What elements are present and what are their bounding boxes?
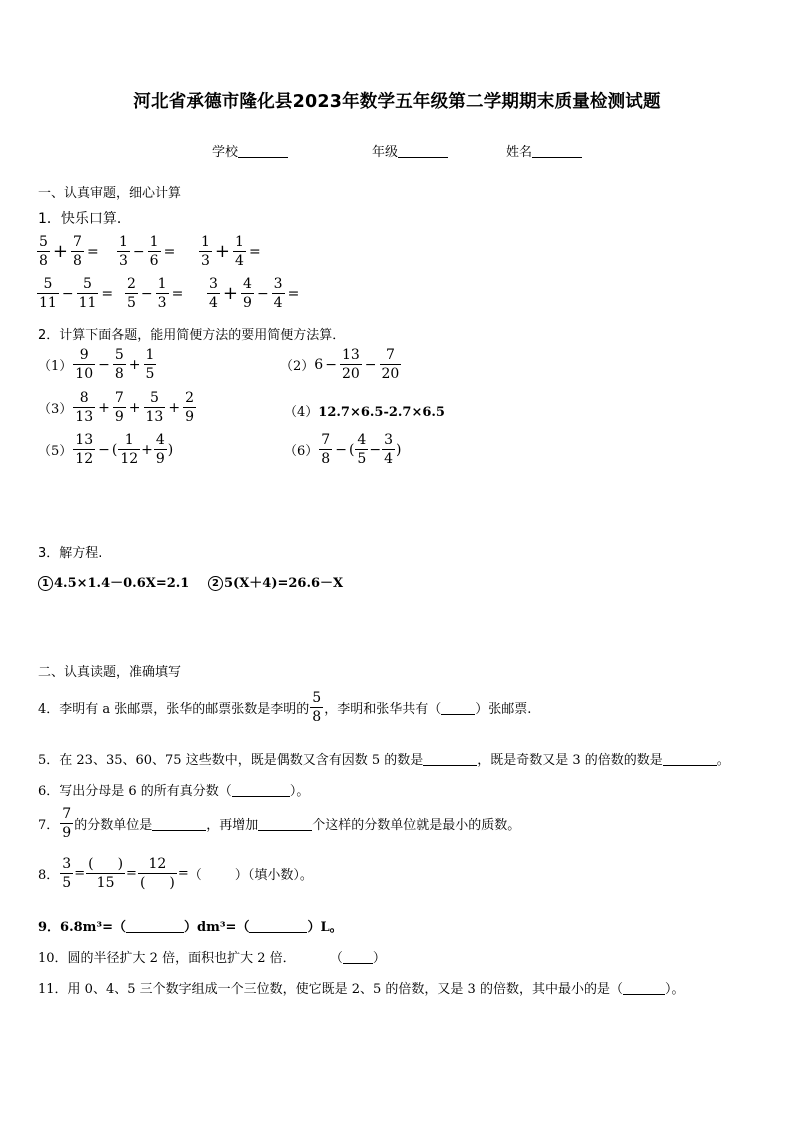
q11-text-b: ）。 (664, 982, 685, 997)
q2-item-6-label: （6） (284, 444, 319, 459)
circled-number-2: 2 (208, 576, 223, 591)
q6-text-a: 6．写出分母是 6 的所有真分数（ (38, 784, 232, 799)
school-blank[interactable] (238, 143, 288, 158)
q2-item-6: （6） $\frac{7}{8}$ − ( $\frac{4}{5}$ − $\frac{3}{4}$ ) (284, 432, 402, 467)
q3-equation-1 (38, 572, 189, 591)
q2-item-2: （2） 6 − $\frac{13}{20}$ − $\frac{7}{20}$ (280, 347, 400, 382)
q8-frac3-den-blank[interactable]: ( ) (139, 875, 175, 891)
q8-tail: （ ）（填小数）。 (188, 868, 313, 883)
q10-answer-blank[interactable] (343, 949, 373, 964)
circled-number-1: 1 (38, 576, 53, 591)
grade-field (372, 141, 448, 160)
q3-eq1-text: 4.5×1.4－0.6X=2.1 (54, 576, 190, 591)
q2-item-4-expr: 12.7×6.5-2.7×6.5 (318, 405, 445, 420)
q5-text-b: ，既是奇数又是 3 的倍数的数是 (477, 753, 663, 768)
q1-expr-6: $\frac{3}{4}$ + $\frac{4}{9}$ − $\frac{3}{4}$ = (209, 276, 300, 311)
question-3-label: 3．解方程. (38, 546, 103, 561)
q6-answer-blank[interactable] (232, 782, 290, 797)
section-1-heading: 一、认真审题，细心计算 (38, 186, 182, 201)
q7-frac-den: 9 (62, 825, 72, 841)
q8-equals-2: = (126, 866, 137, 881)
q10-paren-open: （ (329, 951, 343, 966)
q5-text-a: 5．在 23、35、60、75 这些数中，既是偶数又含有因数 5 的数是 (38, 753, 424, 768)
q7-text-a: 7． (38, 818, 60, 833)
q1-expr-2: $\frac{1}{3}$ − $\frac{1}{6}$ = (119, 234, 176, 269)
q2-item-2-label: （2） (280, 359, 315, 374)
q1-expr-3: $\frac{1}{3}$ + $\frac{1}{4}$ = (201, 234, 261, 269)
q7-frac-num: 7 (62, 806, 72, 822)
question-8 (38, 856, 313, 891)
question-2-label: 2．计算下面各题，能用简便方法的要用简便方法算． (38, 328, 346, 343)
q8-equals-3: = (177, 866, 189, 881)
q2-item-3: （3） $\frac{8}{13}$ + $\frac{7}{9}$ + $\frac{5}{13}$ + $\frac{2}{9}$ (38, 390, 194, 425)
question-4 (38, 690, 531, 725)
q7-text-b: 的分数单位是 (74, 818, 153, 833)
question-1-label: 1．快乐口算． (38, 211, 131, 227)
name-blank[interactable] (532, 143, 582, 158)
q7-blank-1[interactable] (152, 816, 206, 831)
q11-text-a: 11．用 0、4、5 三个数字组成一个三位数，使它既是 2、5 的倍数，又是 3 的倍数，其中最小的是（ (38, 982, 623, 997)
q8-frac2-num-blank[interactable]: ( ) (88, 856, 124, 872)
q2-item-5: （5） $\frac{13}{12}$ − ( $\frac{1}{12}$ + $\frac{4}{9}$ ) (38, 432, 174, 467)
q4-text-b: ，李明和张华共有（ (324, 702, 442, 717)
q8-frac1-num: 3 (62, 856, 72, 872)
question-11 (38, 978, 684, 997)
q9-text-a: 9．6.8m³=（ (38, 920, 127, 935)
page-title: 河北省承德市隆化县2023年数学五年级第二学期期末质量检测试题 (133, 92, 661, 112)
q2-item-3-label: （3） (38, 402, 73, 417)
q9-text-b: ）dm³=（ (184, 920, 250, 935)
q5-blank-2[interactable] (663, 751, 717, 766)
grade-blank[interactable] (398, 143, 448, 158)
q1-expr-1: $\frac{5}{8}$ + $\frac{7}{8}$ = (39, 234, 99, 269)
q2-item-1: （1） $\frac{9}{10}$ − $\frac{5}{8}$ + $\frac{1}{5}$ (38, 347, 155, 382)
q6-text-b: ）。 (289, 784, 310, 799)
q3-eq2-text: 5(X＋4)=26.6－X (224, 576, 344, 591)
q7-text-d: 个这样的分数单位就是最小的质数。 (312, 818, 521, 833)
q1-expr-5: $\frac{2}{5}$ − $\frac{1}{3}$ = (127, 276, 184, 311)
q11-answer-blank[interactable] (623, 980, 665, 995)
q8-frac3-num: 12 (138, 856, 177, 874)
name-field (506, 141, 582, 160)
q5-text-c: 。 (716, 753, 730, 768)
q2-item-4 (284, 401, 445, 420)
q2-item-1-label: （1） (38, 359, 73, 374)
q7-text-c: ，再增加 (206, 818, 259, 833)
q1-expr-4: $\frac{5}{11}$ − $\frac{5}{11}$ = (39, 276, 114, 311)
q2-item-4-label: （4） (284, 405, 319, 420)
q8-frac2-den: 15 (96, 875, 115, 891)
q7-blank-2[interactable] (258, 816, 312, 831)
q10-text: 10．圆的半径扩大 2 倍，面积也扩大 2 倍． (38, 951, 296, 966)
question-6 (38, 780, 309, 799)
question-5 (38, 749, 730, 768)
q8-equals-1: = (74, 866, 86, 881)
question-10 (38, 947, 386, 966)
question-9 (38, 916, 343, 935)
q4-frac-den: 8 (312, 709, 322, 725)
q4-text-a: 4．李明有 a 张邮票，张华的邮票张数是李明的 (38, 702, 310, 717)
q8-frac1-den: 5 (62, 875, 72, 891)
q4-frac-num: 5 (312, 690, 322, 706)
school-label: 学校 (212, 145, 239, 160)
q2-item-5-label: （5） (38, 444, 73, 459)
q4-answer-blank[interactable] (441, 700, 475, 715)
q9-text-c: ）L。 (307, 920, 343, 935)
q9-blank-2[interactable] (249, 918, 307, 933)
q5-blank-1[interactable] (423, 751, 477, 766)
q10-paren-close: ） (372, 951, 386, 966)
q8-number: 8． (38, 868, 60, 883)
q3-equation-2 (208, 572, 343, 591)
section-2-heading: 二、认真读题，准确填写 (38, 665, 182, 680)
q9-blank-1[interactable] (126, 918, 184, 933)
name-label: 姓名 (506, 145, 533, 160)
question-7 (38, 806, 520, 841)
q4-text-c: ）张邮票. (475, 702, 532, 717)
grade-label: 年级 (372, 145, 399, 160)
school-field (212, 141, 288, 160)
